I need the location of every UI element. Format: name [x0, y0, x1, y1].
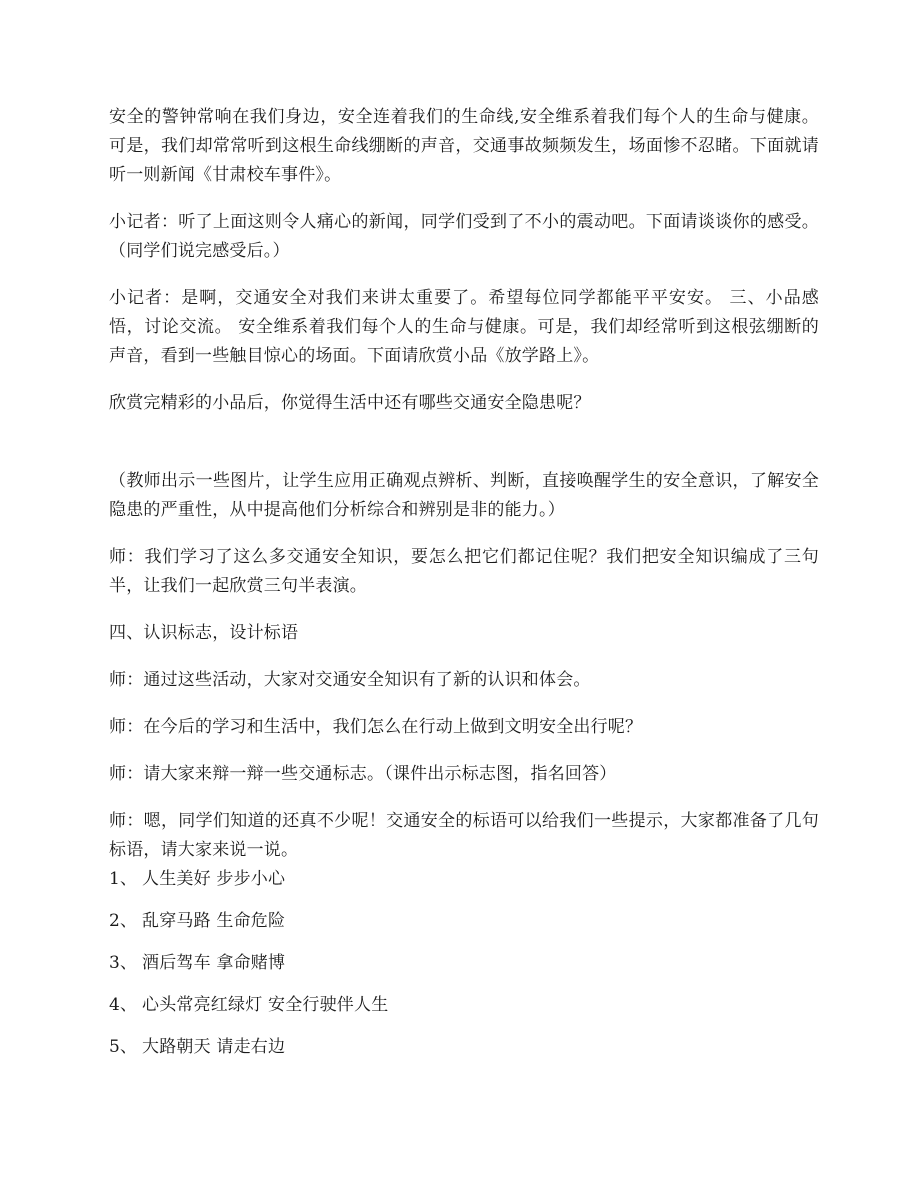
- slogan-text: 心头常亮红绿灯 安全行驶伴人生: [142, 995, 389, 1015]
- paragraph-reporter-2: 小记者：是啊，交通安全对我们来讲太重要了。希望每位同学都能平平安安。 三、小品感悟，讨论交流。 安全维系着我们每个人的生命与健康。可是，我们却经常听到这根弦绷断的声音，看到一些触目惊心的场面。下面请欣赏小品《放学路上》。: [109, 288, 819, 366]
- slogan-item: [109, 1033, 819, 1062]
- paragraph-teacher-note: （教师出示一些图片，让学生应用正确观点辨析、判断，直接唤醒学生的安全意识，了解安全隐患的严重性，从中提高他们分析综合和辨别是非的能力。）: [109, 471, 819, 520]
- paragraph-teacher-3: 师：在今后的学习和生活中，我们怎么在行动上做到文明安全出行呢？: [109, 717, 643, 737]
- slogan-item: [109, 865, 819, 894]
- slogan-item: [109, 907, 819, 936]
- slogan-number: 4、: [109, 995, 138, 1015]
- slogan-text: 人生美好 步步小心: [142, 869, 286, 889]
- paragraph-teacher-5: 师：嗯，同学们知道的还真不少呢！交通安全的标语可以给我们一些提示，大家都准备了几句标语，请大家来说一说。: [109, 811, 819, 860]
- slogan-item: [109, 949, 819, 978]
- paragraph-teacher-4: 师：请大家来辩一辩一些交通标志。（课件出示标志图，指名回答）: [109, 764, 617, 784]
- section-heading: 四、认识标志，设计标语: [109, 623, 299, 643]
- paragraph-teacher-2: 师：通过这些活动，大家对交通安全知识有了新的认识和体会。: [109, 670, 591, 690]
- paragraph-question: 欣赏完精彩的小品后，你觉得生活中还有哪些交通安全隐患呢？: [109, 393, 591, 413]
- slogan-item: [109, 991, 819, 1020]
- slogan-text: 乱穿马路 生命危险: [142, 911, 286, 931]
- slogan-number: 5、: [109, 1037, 138, 1057]
- paragraph-intro: 安全的警钟常响在我们身边，安全连着我们的生命线,安全维系着我们每个人的生命与健康。可是，我们却常常听到这根生命线绷断的声音，交通事故频频发生，场面惨不忍睹。下面就请听一则新闻《甘肃校车事件》。: [109, 107, 819, 185]
- paragraph-teacher-1: 师：我们学习了这么多交通安全知识，要怎么把它们都记住呢？我们把安全知识编成了三句半，让我们一起欣赏三句半表演。: [109, 547, 819, 596]
- slogan-text: 酒后驾车 拿命赌博: [142, 953, 286, 973]
- slogan-number: 3、: [109, 953, 138, 973]
- slogan-number: 1、: [109, 869, 138, 889]
- slogan-number: 2、: [109, 911, 138, 931]
- slogan-text: 大路朝天 请走右边: [142, 1037, 286, 1057]
- paragraph-reporter-1: 小记者：听了上面这则令人痛心的新闻，同学们受到了不小的震动吧。下面请谈谈你的感受。（同学们说完感受后。）: [109, 212, 819, 261]
- document-body: [109, 103, 819, 1062]
